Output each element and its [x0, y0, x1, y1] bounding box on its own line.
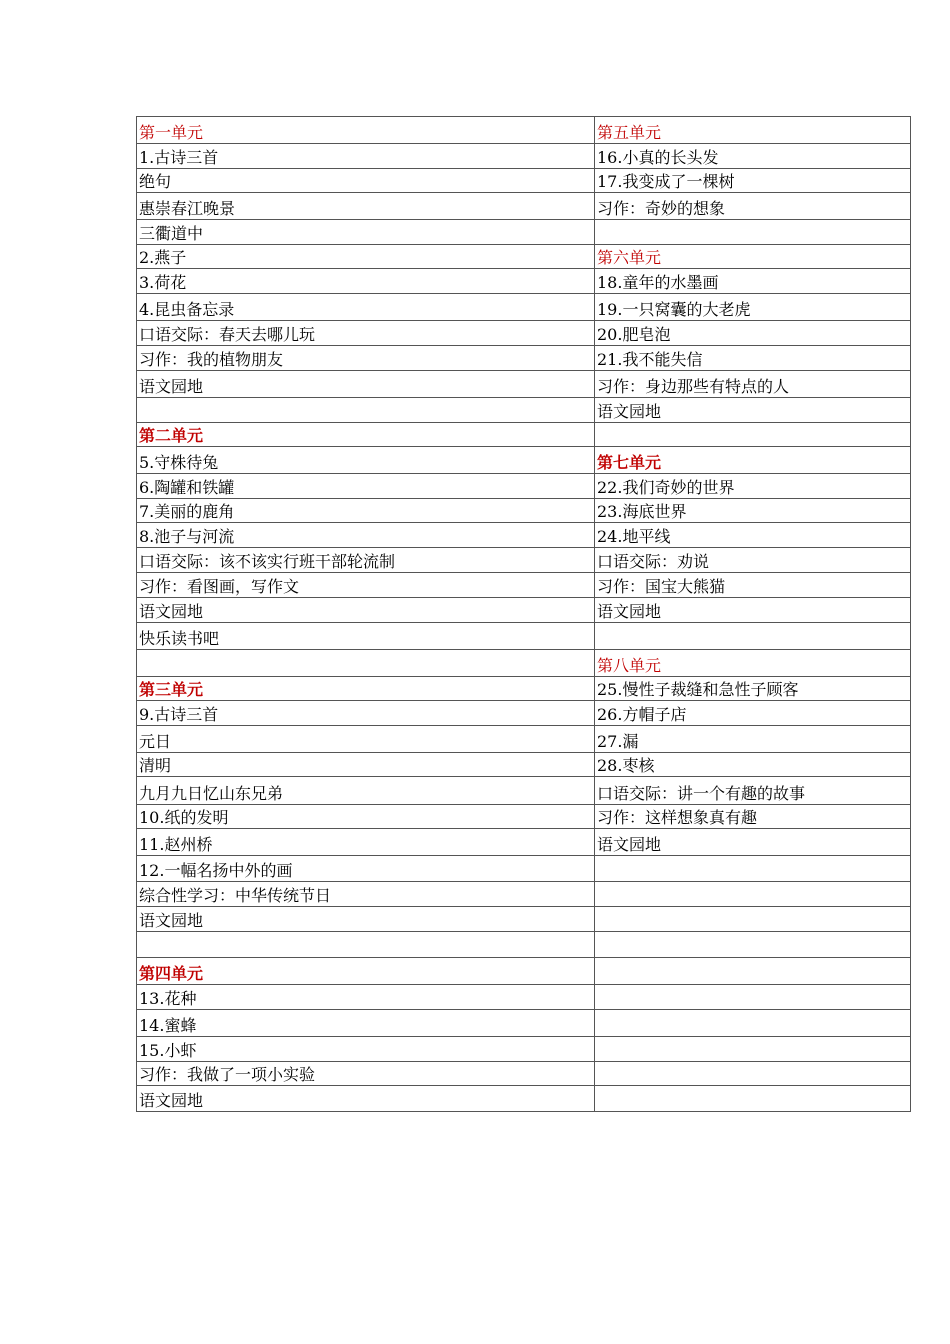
lesson-cell: 17.我变成了一棵树: [595, 169, 911, 193]
lesson-cell: 12.一幅名扬中外的画: [137, 856, 595, 882]
lesson-cell: 习作：国宝大熊猫: [595, 573, 911, 598]
lesson-cell: [137, 650, 595, 677]
table-row: [137, 269, 911, 294]
lesson-cell: [595, 932, 911, 958]
table-row: [137, 371, 911, 398]
lesson-cell: 口语交际：该不该实行班干部轮流制: [137, 548, 595, 573]
lesson-cell: 24.地平线: [595, 523, 911, 548]
table-row: [137, 907, 911, 932]
lesson-cell: 13.花种: [137, 985, 595, 1010]
lesson-cell: 口语交际：劝说: [595, 548, 911, 573]
table-row: [137, 245, 911, 269]
table-row: [137, 856, 911, 882]
table-row: [137, 882, 911, 907]
lesson-cell: 口语交际：春天去哪儿玩: [137, 321, 595, 346]
lesson-cell: 九月九日忆山东兄弟: [137, 777, 595, 805]
lesson-cell: 18.童年的水墨画: [595, 269, 911, 294]
lesson-cell: 语文园地: [137, 1086, 595, 1112]
table-row: [137, 677, 911, 701]
lesson-cell: 7.美丽的鹿角: [137, 499, 595, 523]
lesson-cell: 语文园地: [137, 598, 595, 623]
lesson-cell: 综合性学习：中华传统节日: [137, 882, 595, 907]
lesson-cell: 5.守株待兔: [137, 447, 595, 474]
table-row: [137, 701, 911, 726]
table-row: [137, 294, 911, 321]
table-row: [137, 726, 911, 753]
lesson-cell: 21.我不能失信: [595, 346, 911, 371]
lesson-cell: 语文园地: [137, 907, 595, 932]
lesson-cell: [595, 1062, 911, 1086]
lesson-cell: 11.赵州桥: [137, 829, 595, 856]
table-row: [137, 985, 911, 1010]
lesson-cell: 三衢道中: [137, 220, 595, 245]
unit-heading-cell: 第一单元: [137, 117, 595, 144]
lesson-cell: [595, 1086, 911, 1112]
lesson-cell: 15.小虾: [137, 1037, 595, 1062]
lesson-cell: 口语交际：讲一个有趣的故事: [595, 777, 911, 805]
table-row: [137, 548, 911, 573]
unit-heading-cell: 第二单元: [137, 423, 595, 447]
lesson-cell: 8.池子与河流: [137, 523, 595, 548]
unit-contents-table: [136, 116, 911, 1112]
table-row: [137, 623, 911, 650]
lesson-cell: [595, 985, 911, 1010]
table-row: [137, 958, 911, 985]
lesson-cell: 27.漏: [595, 726, 911, 753]
lesson-cell: 习作：看图画，写作文: [137, 573, 595, 598]
table-row: [137, 447, 911, 474]
unit-heading-cell: 第八单元: [595, 650, 911, 677]
lesson-cell: [595, 882, 911, 907]
lesson-cell: [595, 220, 911, 245]
lesson-cell: [595, 623, 911, 650]
lesson-cell: [595, 907, 911, 932]
lesson-cell: 14.蜜蜂: [137, 1010, 595, 1037]
unit-heading-cell: 第七单元: [595, 447, 911, 474]
lesson-cell: 习作：身边那些有特点的人: [595, 371, 911, 398]
lesson-cell: 16.小真的长头发: [595, 144, 911, 169]
lesson-cell: 22.我们奇妙的世界: [595, 474, 911, 499]
unit-heading-cell: 第三单元: [137, 677, 595, 701]
lesson-cell: 元日: [137, 726, 595, 753]
lesson-cell: 语文园地: [595, 598, 911, 623]
lesson-cell: 20.肥皂泡: [595, 321, 911, 346]
table-row: [137, 499, 911, 523]
lesson-cell: [595, 1010, 911, 1037]
table-row: [137, 474, 911, 499]
table-row: [137, 144, 911, 169]
table-row: [137, 573, 911, 598]
table-row: [137, 398, 911, 423]
lesson-cell: 25.慢性子裁缝和急性子顾客: [595, 677, 911, 701]
lesson-cell: 6.陶罐和铁罐: [137, 474, 595, 499]
table-row: [137, 932, 911, 958]
lesson-cell: 2.燕子: [137, 245, 595, 269]
table-row: [137, 1010, 911, 1037]
lesson-cell: 惠崇春江晚景: [137, 193, 595, 220]
lesson-cell: 快乐读书吧: [137, 623, 595, 650]
lesson-cell: 绝句: [137, 169, 595, 193]
table-row: [137, 598, 911, 623]
table-row: [137, 805, 911, 829]
lesson-cell: 4.昆虫备忘录: [137, 294, 595, 321]
lesson-cell: 习作：奇妙的想象: [595, 193, 911, 220]
lesson-cell: 19.一只窝囊的大老虎: [595, 294, 911, 321]
lesson-cell: 语文园地: [137, 371, 595, 398]
table-row: [137, 220, 911, 245]
lesson-cell: [595, 423, 911, 447]
lesson-cell: [137, 398, 595, 423]
table-row: [137, 117, 911, 144]
unit-heading-cell: 第四单元: [137, 958, 595, 985]
table-row: [137, 1086, 911, 1112]
lesson-cell: 28.枣核: [595, 753, 911, 777]
lesson-cell: 1.古诗三首: [137, 144, 595, 169]
table-row: [137, 1062, 911, 1086]
lesson-cell: [595, 958, 911, 985]
unit-heading-cell: 第五单元: [595, 117, 911, 144]
lesson-cell: 语文园地: [595, 398, 911, 423]
lesson-cell: 语文园地: [595, 829, 911, 856]
table-row: [137, 523, 911, 548]
table-row: [137, 753, 911, 777]
lesson-cell: 3.荷花: [137, 269, 595, 294]
lesson-cell: 9.古诗三首: [137, 701, 595, 726]
lesson-cell: 习作：这样想象真有趣: [595, 805, 911, 829]
table-row: [137, 1037, 911, 1062]
table-row: [137, 169, 911, 193]
lesson-cell: 清明: [137, 753, 595, 777]
unit-heading-cell: 第六单元: [595, 245, 911, 269]
table-row: [137, 346, 911, 371]
table-row: [137, 321, 911, 346]
lesson-cell: 26.方帽子店: [595, 701, 911, 726]
lesson-cell: 10.纸的发明: [137, 805, 595, 829]
lesson-cell: [137, 932, 595, 958]
table-row: [137, 423, 911, 447]
lesson-cell: 习作：我做了一项小实验: [137, 1062, 595, 1086]
table-body: [137, 117, 911, 1112]
lesson-cell: 23.海底世界: [595, 499, 911, 523]
lesson-cell: 习作：我的植物朋友: [137, 346, 595, 371]
lesson-cell: [595, 1037, 911, 1062]
table-row: [137, 777, 911, 805]
lesson-cell: [595, 856, 911, 882]
table-row: [137, 829, 911, 856]
table-row: [137, 650, 911, 677]
table-row: [137, 193, 911, 220]
